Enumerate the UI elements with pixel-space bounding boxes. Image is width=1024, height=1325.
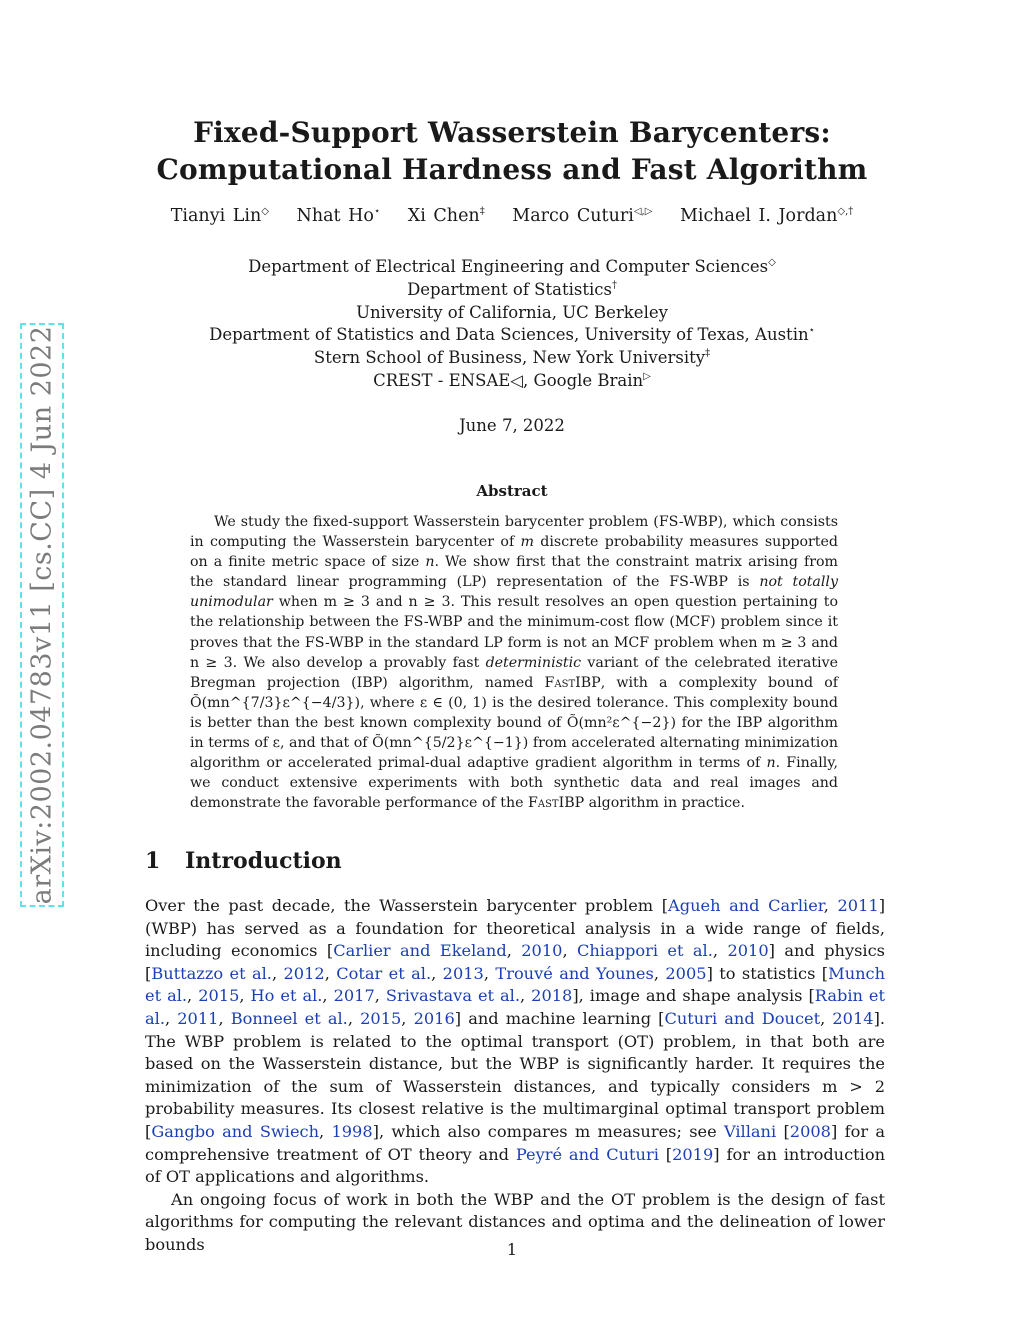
paper-date: June 7, 2022: [459, 416, 565, 435]
author: [408, 206, 485, 226]
body-text: ,: [271, 963, 284, 983]
author-list: [120, 206, 904, 226]
citation-link[interactable]: 2010: [521, 941, 563, 961]
body-text: ,: [401, 1008, 414, 1028]
intro-body: [145, 895, 885, 1257]
paper-title: [120, 114, 904, 188]
citation-link[interactable]: Cotar et al.: [336, 963, 432, 983]
citation-link[interactable]: 1998: [331, 1121, 373, 1141]
author: [171, 206, 269, 226]
author-mark: ◇: [261, 206, 269, 217]
citation-link[interactable]: 2011: [837, 896, 879, 915]
abstract-text: . Finally, we conduct extensive experiments with both synthetic data and real images and demonstrate the favorable performance of the: [190, 755, 838, 812]
affiliation: [120, 279, 904, 302]
body-text: ], which also compares m measures; see: [372, 1121, 724, 1141]
body-text: ,: [187, 986, 199, 1006]
abstract-emphasis: deterministic: [485, 654, 582, 671]
body-text: ] for a comprehensive treatment of OT theory and: [145, 1121, 885, 1164]
citation-link[interactable]: 2019: [672, 1144, 714, 1164]
section-title: Introduction: [185, 848, 342, 874]
section-number: 1: [145, 848, 161, 874]
affiliation-text: Department of Electrical Engineering and Computer Sciences: [248, 257, 769, 276]
author-mark: ◇,†: [837, 206, 854, 217]
body-text: ], image and shape analysis [: [572, 986, 815, 1006]
title-line-2: Computational Hardness and Fast Algorithm: [156, 153, 868, 186]
citation-link[interactable]: 2015: [198, 986, 240, 1006]
body-text: ,: [431, 963, 443, 983]
citation-link[interactable]: Agueh and Carlier: [668, 896, 824, 915]
author-name: Marco Cuturi: [512, 206, 634, 226]
citation-link[interactable]: Villani: [723, 1121, 777, 1141]
citation-link[interactable]: Chiappori et al.: [577, 941, 713, 961]
body-text: ]. The WBP problem is related to the optimal transport (OT) problem, in that both are based on the Wasserstein distance, but the WBP is significantly harder. It requires the minimization of the sum of Wasserstein distances, and typically considers m > 2 probability measures. Its closest relative is the multimarginal optimal transport problem [: [145, 1008, 886, 1141]
abstract-text: discrete probability measures supported on a finite metric space of size: [190, 534, 838, 571]
citation-link[interactable]: Trouvé and Younes: [495, 963, 654, 983]
abstract-text: , with a complexity bound of Õ(mn^{7/3}ε^{−4/3}), where ε ∈ (0, 1) is the desired tolerance. This complexity bound is better than the best known complexity bound of Õ(mn²ε^{−2}) for the IBP algorithm in terms of ε, and that of Õ(mn^{5/2}ε^{−1}) from accelerated alternating minimization algorithm or accelerated primal-dual adaptive gradient algorithm in terms of: [190, 674, 838, 772]
abstract-text: algorithm in practice.: [584, 795, 745, 812]
author-name: Michael I. Jordan: [679, 206, 838, 226]
body-text: ,: [820, 1008, 833, 1028]
citation-link[interactable]: Srivastava et al.: [385, 986, 520, 1006]
body-text: Over the past decade, the Wasserstein barycenter problem [: [145, 896, 669, 915]
citation-link[interactable]: Bonneel et al.: [230, 1008, 348, 1028]
body-text: ] to statistics [: [706, 963, 829, 983]
abstract-emphasis: not totally unimodular: [190, 574, 838, 611]
citation-link[interactable]: 2018: [531, 986, 573, 1006]
body-text: ,: [239, 986, 251, 1006]
citation-link[interactable]: Carlier and Ekeland: [333, 941, 507, 961]
body-text: ,: [653, 963, 666, 983]
intro-paragraph-1: [145, 895, 885, 1189]
body-text: ,: [324, 963, 337, 983]
affiliation-text: Stern School of Business, New York University: [313, 348, 706, 368]
affiliation: [120, 256, 904, 279]
citation-link[interactable]: 2005: [665, 963, 707, 983]
abstract-paragraph: We study the fixed-support Wasserstein barycenter problem (FS-WBP), which consists in computing the Wasserstein barycenter of m discrete probability measures supported on a finite metric space of size n. We show first that the constraint matrix arising from the standard linear programming (LP) representation of the FS-WBP is not totally unimodular when m ≥ 3 and n ≥ 3. This result resolves an open question pertaining to the relationship between the FS-WBP and the minimum-cost flow (MCF) problem since it proves that the FS-WBP in the standard LP form is not an MCF problem when m ≥ 3 and n ≥ 3. We also develop a provably fast deterministic variant of the celebrated iterative Bregman projection (IBP) algorithm, named FastIBP, with a complexity bound of Õ(mn^{7/3}ε^{−4/3}), where ε ∈ (0, 1) is the desired tolerance. This complexity bound is better than the best known complexity bound of Õ(mn²ε^{−2}) for the IBP algorithm in terms of ε, and that of Õ(mn^{5/2}ε^{−1}) from accelerated alternating minimization algorithm or accelerated primal-dual adaptive gradient algorithm in terms of n. Finally, we conduct extensive experiments with both synthetic data and real images and demonstrate the favorable performance of the FastIBP algorithm in practice.: [190, 514, 838, 812]
arxiv-stamp-text: arXiv:2002.04783v11 [cs.CC] 4 Jun 2022: [26, 325, 58, 905]
citation-link[interactable]: Peyré and Cuturi: [515, 1144, 659, 1164]
body-text: ,: [218, 1008, 231, 1028]
abstract-text: when m ≥ 3 and n ≥ 3. This result resolves an open question pertaining to the relationship between the FS-WBP and the minimum-cost flow (MCF) problem since it proves that the FS-WBP in the standard LP form is not an MCF problem when m ≥ 3 and n ≥ 3. We also develop a provably fast: [190, 594, 838, 671]
author: [512, 206, 652, 226]
affiliation-mark: ▷: [643, 370, 651, 382]
section-heading: [145, 848, 342, 874]
abstract-body: [190, 512, 838, 813]
author: [297, 206, 381, 226]
citation-link[interactable]: 2011: [177, 1008, 219, 1028]
author-name: Tianyi Lin: [170, 206, 262, 226]
abstract-heading: Abstract: [476, 482, 548, 500]
citation-link[interactable]: 2010: [727, 941, 769, 961]
citation-link[interactable]: 2008: [789, 1121, 831, 1141]
citation-link[interactable]: Cuturi and Doucet: [664, 1008, 821, 1028]
citation-link[interactable]: 2017: [333, 986, 375, 1006]
body-text: ,: [319, 1121, 332, 1141]
body-text: ,: [562, 941, 577, 961]
affiliation: [120, 302, 904, 325]
body-text: ,: [823, 896, 838, 915]
affiliation-text: Department of Statistics: [407, 279, 612, 299]
body-text: ,: [712, 941, 728, 961]
abstract-text: . We show first that the constraint matrix arising from the standard linear programming (LP) representation of the FS-WBP is: [190, 554, 838, 591]
affiliation-text: Department of Statistics and Data Sciences, University of Texas, Austin: [209, 325, 809, 345]
body-text: ] and physics [: [145, 941, 885, 983]
abstract-text: variant of the celebrated iterative Bregman projection (IBP) algorithm, named: [190, 654, 838, 691]
body-text: ] and machine learning [: [454, 1008, 665, 1028]
citation-link[interactable]: 2012: [283, 963, 325, 983]
author-mark: ◁,▷: [633, 206, 653, 217]
body-text: ,: [520, 986, 532, 1006]
citation-link[interactable]: 2013: [442, 963, 484, 983]
affiliation: [120, 370, 904, 393]
body-text: ,: [506, 941, 522, 961]
affiliation-mark: ◇: [768, 257, 776, 268]
affiliation: [120, 324, 904, 347]
algorithm-name: FastIBP: [544, 674, 601, 691]
abstract-text: We study the fixed-support Wasserstein barycenter problem (FS-WBP), which consists in computing the Wasserstein barycenter of: [190, 514, 838, 551]
algorithm-name: FastIBP: [528, 795, 585, 812]
title-line-1: Fixed-Support Wasserstein Barycenters:: [193, 116, 831, 149]
body-text: ,: [483, 963, 496, 983]
author-mark: ⋆: [373, 206, 381, 217]
body-text: ,: [347, 1008, 361, 1028]
affiliation-mark: ‡: [705, 348, 711, 360]
body-text: ,: [322, 986, 334, 1006]
affiliation-text: University of California, UC Berkeley: [356, 302, 668, 322]
body-text: ,: [374, 986, 386, 1006]
author-name: Nhat Ho: [296, 206, 374, 226]
affiliation: [120, 347, 904, 370]
author: [680, 206, 853, 226]
author-name: Xi Chen: [407, 206, 480, 226]
citation-link[interactable]: 2016: [413, 1008, 455, 1028]
affiliation-mark: ⋆: [808, 325, 815, 337]
arxiv-stamp[interactable]: [20, 323, 64, 907]
body-text: ] (WBP) has served as a foundation for theoretical analysis in a wide range of fields, including economics [: [145, 896, 886, 961]
affiliations: [120, 256, 904, 393]
author-mark: ‡: [479, 206, 485, 217]
citation-link[interactable]: 2015: [360, 1008, 402, 1028]
body-text: [: [776, 1121, 790, 1141]
affiliation-mark: †: [611, 279, 617, 291]
body-text: ,: [164, 1008, 178, 1028]
citation-link[interactable]: Munch et al.: [145, 963, 886, 1006]
citation-link[interactable]: Ho et al.: [250, 986, 323, 1006]
citation-link[interactable]: 2014: [832, 1008, 874, 1028]
body-text: ] for an introduction of OT applications and algorithms.: [145, 1144, 886, 1187]
citation-link[interactable]: Rabin et al.: [145, 986, 886, 1028]
affiliation-text: CREST - ENSAE◁, Google Brain: [373, 370, 644, 390]
citation-link[interactable]: Buttazzo et al.: [151, 963, 272, 983]
citation-link[interactable]: Gangbo and Swiech: [151, 1121, 320, 1141]
body-text: [: [658, 1144, 673, 1164]
page-number: 1: [506, 1240, 518, 1259]
intro-paragraph-2: An ongoing focus of work in both the WBP and the OT problem is the design of fast algorithms for computing the relevant distances and optima and the delineation of lower bounds: [145, 1189, 885, 1254]
